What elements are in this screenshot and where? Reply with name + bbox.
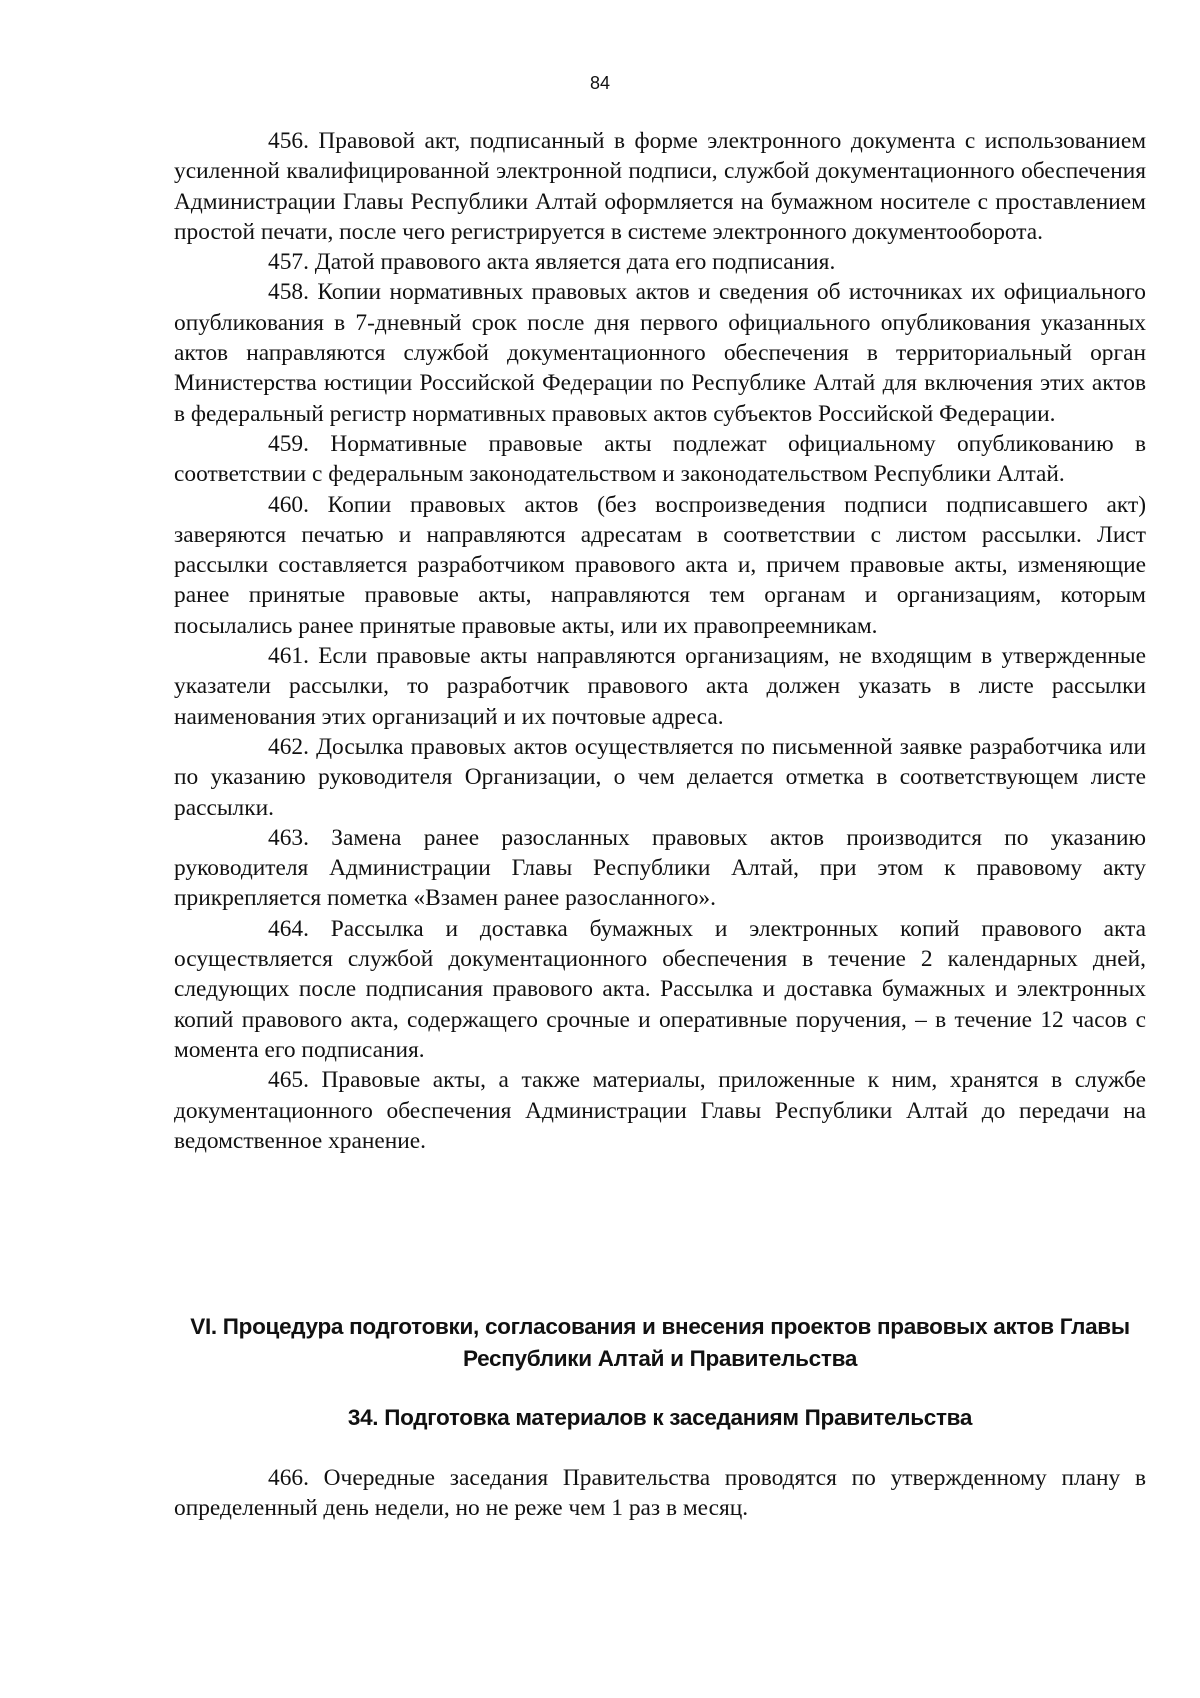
paragraph-457: 457. Датой правового акта является дата его подписания.	[268, 249, 836, 276]
tail-text	[174, 1463, 1146, 1524]
paragraph-465: 465. Правовые акты, а также материалы, приложенные к ним, хранятся в службе документационного обеспечения Администрации Главы Республики Алтай до передачи на ведомственное хранение.	[174, 1067, 1146, 1154]
page-number: 84	[589, 73, 611, 93]
paragraph-459: 459. Нормативные правовые акты подлежат официальному опубликованию в соответствии с федеральным законодательством и законодательством Республики Алтай.	[174, 430, 1146, 488]
paragraph-456: 456. Правовой акт, подписанный в форме электронного документа с использованием усиленной квалифицированной электронной подписи, службой документационного обеспечения Администрации Главы Республики Алтай оформляется на бумажном носителе с проставлением простой печати, после чего регистрируется в системе электронного документооборота.	[174, 128, 1146, 245]
paragraph-462: 462. Досылка правовых актов осуществляется по письменной заявке разработчика или по указанию руководителя Организации, о чем делается отметка в соответствующем листе рассылки.	[174, 733, 1146, 821]
paragraph-460: 460. Копии правовых актов (без воспроизведения подписи подписавшего акт) заверяются печатью и направляются адресатам в соответствии с листом рассылки. Лист рассылки составляется разработчиком правового акта и, причем правовые акты, изменяющие ранее принятые правовые акты, направляются тем органам и организациям, которым посылались ранее принятые правовые акты, или их правопреемникам.	[174, 491, 1146, 639]
paragraph-464: 464. Рассылка и доставка бумажных и электронных копий правового акта осуществляется службой документационного обеспечения в течение 2 календарных дней, следующих после подписания правового акта. Рассылка и доставка бумажных и электронных копий правового акта, содержащего срочные и оперативные поручения, – в течение 12 часов с момента его подписания.	[174, 915, 1146, 1063]
paragraph-466: 466. Очередные заседания Правительства проводятся по утвержденному плану в определенный день недели, но не реже чем 1 раз в месяц.	[174, 1465, 1146, 1522]
subsection-title: 34. Подготовка материалов к заседаниям Правительства	[347, 1405, 973, 1430]
section-title: VI. Процедура подготовки, согласования и внесения проектов правовых актов Главы Республики Алтай и Правительства	[190, 1314, 1130, 1371]
paragraph-461: 461. Если правовые акты направляются организациям, не входящим в утвержденные указатели рассылки, то разработчик правового акта должен указать в листе рассылки наименования этих организаций и их почтовые адреса.	[174, 643, 1146, 730]
body-text	[174, 126, 1146, 1156]
paragraph-458: 458. Копии нормативных правовых актов и сведения об источниках их официального опубликования в 7-дневный срок после дня первого официального опубликования указанных актов направляются службой документационного обеспечения в территориальный орган Министерства юстиции Российской Федерации по Республике Алтай для включения этих актов в федеральный регистр нормативных правовых актов субъектов Российской Федерации.	[174, 279, 1146, 427]
paragraph-463: 463. Замена ранее разосланных правовых актов производится по указанию руководителя Администрации Главы Республики Алтай, при этом к правовому акту прикрепляется пометка «Взамен ранее разосланного».	[174, 824, 1146, 912]
